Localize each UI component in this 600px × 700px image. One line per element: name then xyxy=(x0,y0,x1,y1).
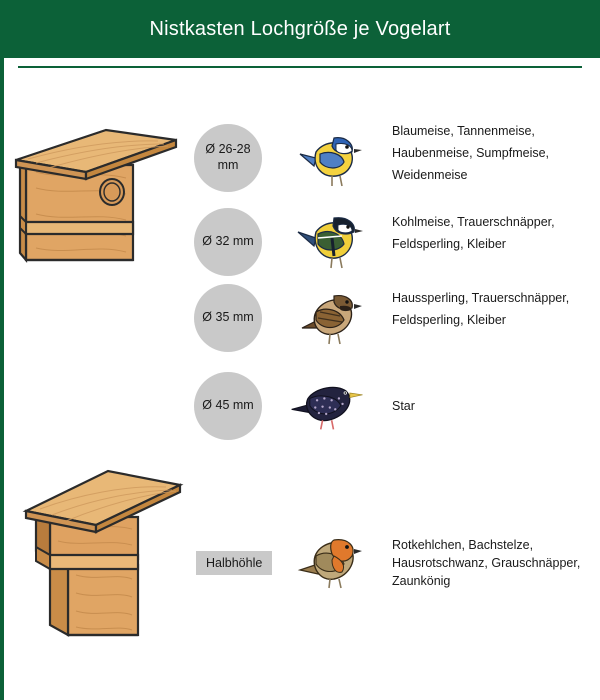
page-title: Nistkasten Lochgröße je Vogelart xyxy=(149,17,451,40)
hole-size-label-4: Ø 45 mm xyxy=(202,398,254,413)
hole-size-label-1-line1: Ø 26-28 xyxy=(205,142,251,157)
hole-size-badge-1 xyxy=(194,124,262,192)
hole-size-badge-2 xyxy=(194,208,262,276)
header-bar xyxy=(0,0,600,58)
blue-tit-icon xyxy=(292,124,372,194)
hole-size-label-3: Ø 35 mm xyxy=(202,310,254,325)
species-list-1: Blaumeise, Tannenmeise, Haubenmeise, Sumpfmeise, Weidenmeise xyxy=(392,124,550,182)
hole-size-label-2: Ø 32 mm xyxy=(202,234,254,249)
hole-size-badge-3 xyxy=(194,284,262,352)
species-list-2: Kohlmeise, Trauerschnäpper, Feldsperling, Kleiber xyxy=(392,215,555,251)
great-tit-icon xyxy=(292,206,372,276)
nestbox-halfopen-icon xyxy=(8,455,188,645)
species-list-4: Star xyxy=(392,399,415,413)
hole-size-badge-4 xyxy=(194,372,262,440)
starling-icon xyxy=(288,368,368,438)
left-green-bar xyxy=(0,0,4,700)
half-cave-label: Halbhöhle xyxy=(206,556,263,570)
house-sparrow-icon xyxy=(292,282,372,352)
species-list-3: Haussperling, Trauerschnäpper, Feldsperling, Kleiber xyxy=(392,291,570,327)
robin-icon xyxy=(292,526,372,596)
hole-size-label-1 xyxy=(205,142,250,173)
hole-size-label-1-line2: mm xyxy=(217,158,239,172)
nestbox-closed-icon xyxy=(8,110,183,270)
header-divider xyxy=(18,66,582,68)
half-cave-badge xyxy=(196,551,272,575)
species-list-half-cave: Rotkehlchen, Bachstelze, Hausrotschwanz, Grauschnäpper, Zaunkönig xyxy=(392,538,581,589)
